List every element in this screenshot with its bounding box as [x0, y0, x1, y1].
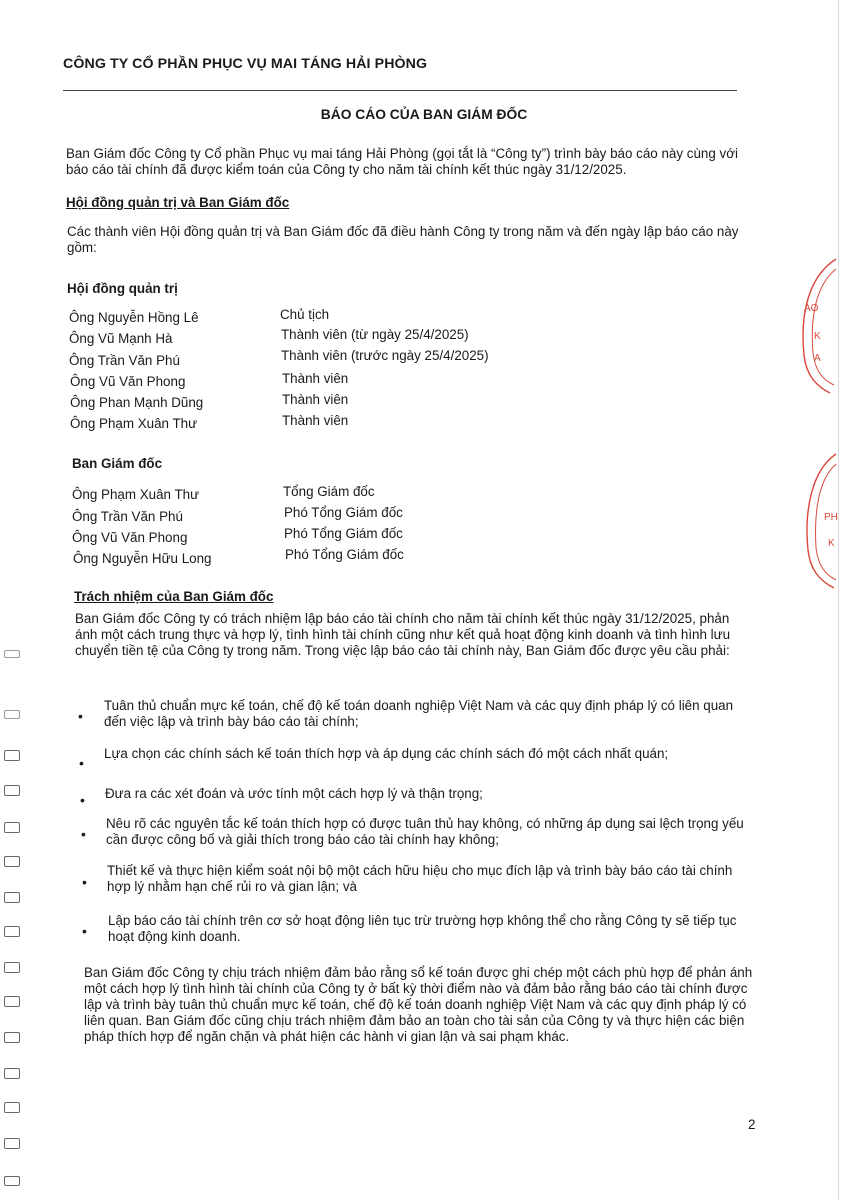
member-role: Thành viên (trước ngày 25/4/2025) — [281, 348, 489, 363]
bullet-dot: • — [82, 923, 87, 939]
member-name: Ông Vũ Mạnh Hà — [69, 331, 173, 346]
member-role: Thành viên (từ ngày 25/4/2025) — [281, 327, 469, 342]
board-heading: Hội đồng quản trị — [67, 281, 178, 296]
svg-text:ÁO: ÁO — [804, 303, 819, 314]
responsibility-intro: Ban Giám đốc Công ty có trách nhiệm lập báo cáo tài chính cho năm tài chính kết thúc ngày 31/12/2025, phản ánh một cách trung thực và hợp lý, tình hình tài chính cũng như kết quả hoạt động kinh doanh và tình hình lưu chuyển tiền tệ của Công ty trong năm. Trong việc lập báo cáo tài chính này, Ban Giám đốc được yêu cầu phải: — [75, 611, 731, 658]
bullet-item: Lập báo cáo tài chính trên cơ sở hoạt động liên tục trừ trường hợp không thể cho rằng Công ty sẽ tiếp tục hoạt động kinh doanh. — [108, 913, 737, 944]
company-name: CÔNG TY CỔ PHẦN PHỤC VỤ MAI TÁNG HẢI PHÒNG — [63, 56, 428, 72]
responsibility-heading: Trách nhiệm của Ban Giám đốc — [74, 589, 274, 604]
report-title: BÁO CÁO CỦA BAN GIÁM ĐỐC — [320, 107, 528, 122]
bullet-dot: • — [78, 708, 83, 724]
page-number: 2 — [748, 1117, 756, 1132]
svg-text:K: K — [828, 538, 835, 549]
member-name: Ông Nguyễn Hồng Lê — [69, 310, 199, 325]
member-name: Ông Phạm Xuân Thư — [70, 416, 198, 431]
member-name: Ông Nguyễn Hữu Long — [73, 551, 212, 566]
bullet-dot: • — [82, 874, 87, 890]
bullet-item: Thiết kế và thực hiện kiểm soát nội bộ một cách hữu hiệu cho mục đích lập và trình bày báo cáo tài chính hợp lý nhằm hạn chế rủi ro và gian lận; và — [107, 863, 733, 894]
member-role: Phó Tổng Giám đốc — [284, 505, 403, 520]
bullet-item: Nêu rõ các nguyên tắc kế toán thích hợp có được tuân thủ hay không, có những áp dụng sai lệch trọng yếu cần được công bố và giải thích trong báo cáo tài chính hay không; — [106, 816, 744, 847]
section-paragraph-members: Các thành viên Hội đồng quản trị và Ban Giám đốc đã điều hành Công ty trong năm và đến ngày lập báo cáo này gồm: — [67, 224, 739, 255]
member-role: Phó Tổng Giám đốc — [285, 547, 404, 562]
member-role: Thành viên — [282, 392, 349, 407]
member-role: Thành viên — [282, 413, 349, 428]
page-edge — [838, 0, 839, 1200]
member-name: Ông Vũ Văn Phong — [72, 530, 188, 545]
bullet-item: Tuân thủ chuẩn mực kế toán, chế độ kế toán doanh nghiệp Việt Nam và các quy định pháp lý có liên quan đến việc lập và trình bày báo cáo tài chính; — [104, 698, 734, 729]
bullet-item: Đưa ra các xét đoán và ước tính một cách hợp lý và thận trọng; — [105, 786, 483, 801]
member-name: Ông Trần Văn Phú — [72, 509, 183, 524]
svg-text:A: A — [814, 353, 821, 364]
member-name: Ông Vũ Văn Phong — [70, 374, 186, 389]
member-role: Chủ tịch — [280, 307, 330, 322]
bullet-dot: • — [80, 792, 85, 808]
bullet-item: Lựa chọn các chính sách kế toán thích hợp và áp dụng các chính sách đó một cách nhất quán; — [104, 746, 669, 761]
svg-text:PH: PH — [824, 512, 838, 523]
section-heading-board-management: Hội đồng quản trị và Ban Giám đốc — [66, 195, 290, 210]
closing-paragraph: Ban Giám đốc Công ty chịu trách nhiệm đảm bảo rằng sổ kế toán được ghi chép một cách phù hợp để phản ánh một cách hợp lý tình hình tài chính của Công ty ở bất kỳ thời điểm nào và đảm bảo rằng báo cáo tài chính được lập và trình bày tuân thủ chuẩn mực kế toán, chế độ kế toán doanh nghiệp Việt Nam và các quy định pháp lý có liên quan. Ban Giám đốc cũng chịu trách nhiệm đảm bảo an toàn cho tài sản của Công ty và thực hiện các biện pháp thích hợp để ngăn chặn và phát hiện các hành vi gian lận và sai phạm khác. — [84, 965, 753, 1044]
member-role: Phó Tổng Giám đốc — [284, 526, 403, 541]
member-name: Ông Trần Văn Phú — [69, 353, 180, 368]
header-divider — [63, 90, 737, 91]
member-name: Ông Phan Mạnh Dũng — [70, 395, 204, 410]
member-role: Tổng Giám đốc — [283, 484, 375, 499]
red-stamp-fragment-bottom — [798, 450, 838, 590]
member-role: Thành viên — [282, 371, 349, 386]
intro-paragraph: Ban Giám đốc Công ty Cổ phần Phục vụ mai táng Hải Phòng (gọi tắt là “Công ty”) trình bày báo cáo này cùng với báo cáo tài chính đã được kiểm toán của Công ty cho năm tài chính kết thúc ngày 31/12/2025. — [66, 146, 738, 177]
management-heading: Ban Giám đốc — [72, 456, 163, 471]
svg-text:K: K — [814, 331, 821, 342]
bullet-dot: • — [81, 826, 86, 842]
member-name: Ông Phạm Xuân Thư — [72, 487, 200, 502]
bullet-dot: • — [79, 755, 84, 771]
red-stamp-fragment-top — [790, 255, 838, 395]
